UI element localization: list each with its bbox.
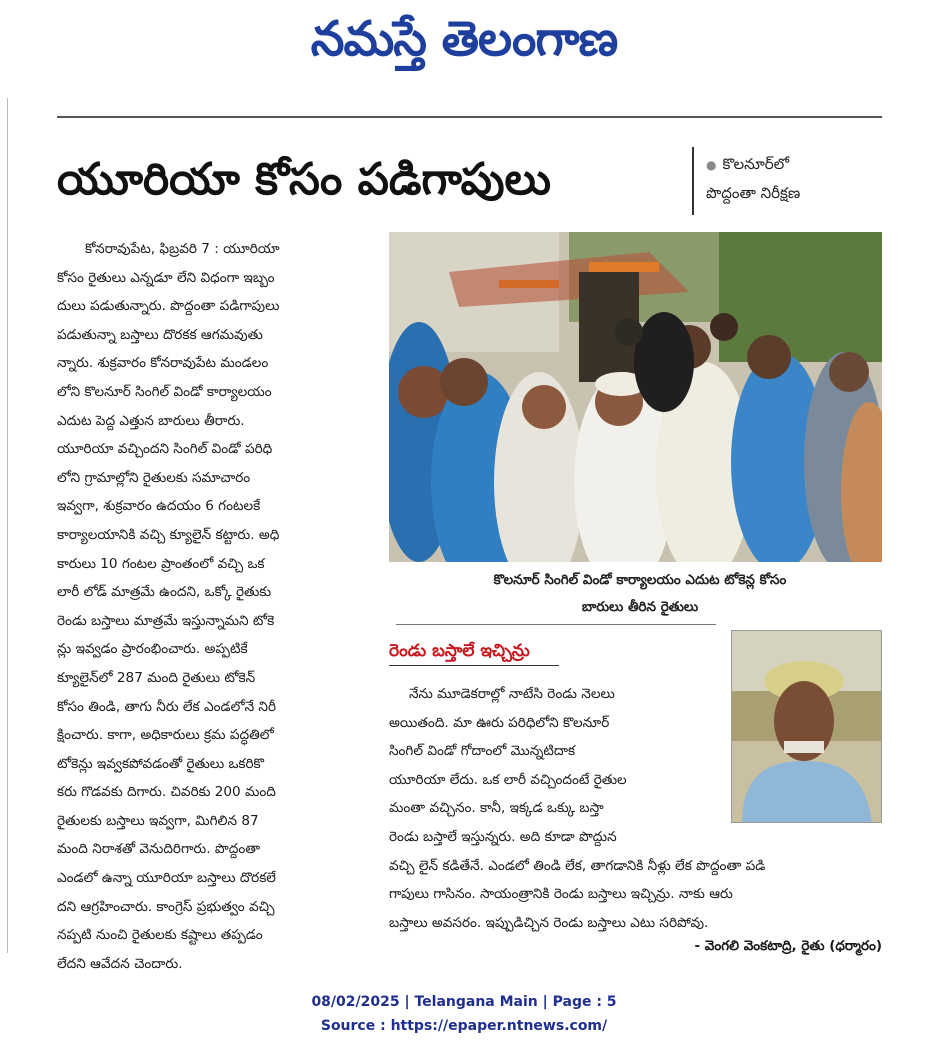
quote-line: అయితంది. మా ఊరు పరిధిలోని కొలనూర్: [389, 714, 610, 731]
body-line: లోని గ్రామాల్లోని రైతులకు సమాచారం: [57, 469, 251, 486]
quote-line: సింగిల్ విండో గోదాంలో మొన్నటిదాక: [389, 743, 576, 760]
quote-line: రెండు బస్తాలే ఇస్తున్నరు. అది కూడా పొద్దున: [389, 828, 617, 845]
body-line: క్యూలైన్‌లో 287 మంది రైతులు టోకెన్: [57, 669, 256, 686]
subhead-underline: [389, 665, 559, 666]
body-line: టోకెన్లు ఇవ్వకపోవడంతో రైతులు ఒకరికొ: [57, 755, 265, 772]
article-body: [57, 235, 385, 978]
body-line: కార్యాలయానికి వచ్చి క్యూలైన్ కట్టారు. అధి: [57, 526, 280, 543]
body-line: మంది నిరాశతో వెనుదిరిగారు. పొద్దంతా: [57, 841, 261, 858]
quote-line: నేను మూడెకరాల్లో నాటేసి రెండు నెలలు: [409, 686, 615, 702]
body-line: కోసం తిండి, తాగు నీరు లేక ఎండలోనే నిరీ: [57, 698, 277, 715]
photo-caption-line-1: కొలనూర్ సింగిల్ విండో కార్యాలయం ఎదుట టోకెన్ల కోసం: [493, 572, 787, 588]
quote-line: వచ్చి లైన్ కడితేనే. ఎండలో తిండి లేక, తాగడానికి నీళ్లు లేక పొద్దంతా పడి: [389, 857, 766, 874]
quote-subhead: రెండు బస్తాలే ఇచ్చిన్రు: [389, 641, 530, 661]
caption-rule: [396, 624, 716, 625]
body-line: కరు గొడవకు దిగారు. చివరికు 200 మంది: [57, 784, 276, 801]
body-line: కోసం రైతులు ఎన్నడూ లేని విధంగా ఇబ్బం: [57, 269, 275, 286]
body-line: ఇవ్వగా, శుక్రవారం ఉదయం 6 గంటలకే: [57, 498, 261, 515]
footer-source-link[interactable]: Source : https://epaper.ntnews.com/: [320, 1018, 608, 1034]
body-line: యూరియా వచ్చిందని సింగిల్ విండో పరిధి: [57, 441, 273, 458]
quote-line: బస్తాలు అవసరం. ఇప్పుడిచ్చిన రెండు బస్తాలు ఎటు సరిపోవు.: [389, 914, 709, 931]
body-line: కారులు 10 గంటల ప్రాంతంలో వచ్చి ఒక: [57, 555, 265, 572]
body-line: ఎదుట పెద్ద ఎత్తున బారులు తీరారు.: [57, 412, 245, 429]
body-line: న్లు ఇవ్వడం ప్రారంభించారు. అప్పటికే: [57, 641, 248, 658]
farmers-queue-photo: [389, 232, 882, 562]
body-line: పడుతున్నా బస్తాలు దొరకక ఆగమవుతు: [57, 326, 263, 343]
body-line: నప్పటి నుంచి రైతులకు కష్టాలు తప్పడం: [57, 927, 263, 944]
body-line: లోని కొలనూర్ సింగిల్ విండో కార్యాలయం: [57, 383, 272, 400]
photo-caption: [400, 567, 880, 621]
body-line: లేదని ఆవేదన చెందారు.: [57, 955, 183, 972]
quote-line: మంతా వచ్చినం. కానీ, ఇక్కడ ఒక్కు బస్తా: [389, 800, 604, 817]
headline-divider: [692, 147, 694, 215]
farmer-quote: [389, 680, 882, 937]
body-line: దని ఆగ్రహించారు. కాంగ్రెస్ ప్రభుత్వం వచ్చి: [57, 898, 275, 915]
body-line: రైతులకు బస్తాలు ఇవ్వగా, మిగిలిన 87: [57, 812, 259, 829]
body-line: రెండు బస్తాలు మాత్రమే ఇస్తున్నామని టోకె: [57, 612, 275, 629]
headline-side-note: [706, 150, 886, 207]
quote-line: యూరియా లేదు. ఒక లారీ వచ్చిందంటే రైతుల: [389, 771, 627, 788]
body-line: న్నారు. శుక్రవారం కోనరావుపేట మండలం: [57, 355, 269, 372]
newspaper-masthead: నమస్తే తెలంగాణ: [310, 11, 618, 67]
side-note-line-1: కొలనూర్‌లో: [722, 155, 790, 173]
article-headline: యూరియా కోసం పడిగాపులు: [57, 154, 551, 205]
body-line: కోనరావుపేట, ఫిబ్రవరి 7 : యూరియా: [85, 241, 280, 257]
page-left-border: [7, 98, 8, 953]
body-line: క్షించారు. కాగా, అధికారులు క్రమ పద్ధతిలో: [57, 727, 274, 744]
quote-attribution: - వెంగలి వెంకటాద్రి, రైతు (ధర్మారం): [694, 938, 882, 954]
body-line: ఎండలో ఉన్నా యూరియా బస్తాలు దొరకలే: [57, 870, 276, 887]
page-footer: [0, 990, 928, 1038]
photo-caption-line-2: బారులు తీరిన రైతులు: [581, 599, 699, 615]
side-note-line-2: పొద్దంతా నిరీక్షణ: [706, 184, 801, 202]
footer-date-edition: 08/02/2025 | Telangana Main | Page : 5: [311, 994, 617, 1010]
masthead-rule: [57, 116, 882, 118]
quote-line: గాపులు గాసినం. సాయంత్రానికి రెండు బస్తాలు ఇచ్చిన్రు. నాకు ఆరు: [389, 886, 733, 903]
body-line: దులు పడుతున్నారు. పొద్దంతా పడిగాపులు: [57, 298, 280, 315]
body-line: లారీ లోడ్ మాత్రమే ఉందని, ఒక్కో రైతుకు: [57, 584, 272, 601]
bullet-icon: ●: [706, 158, 717, 172]
